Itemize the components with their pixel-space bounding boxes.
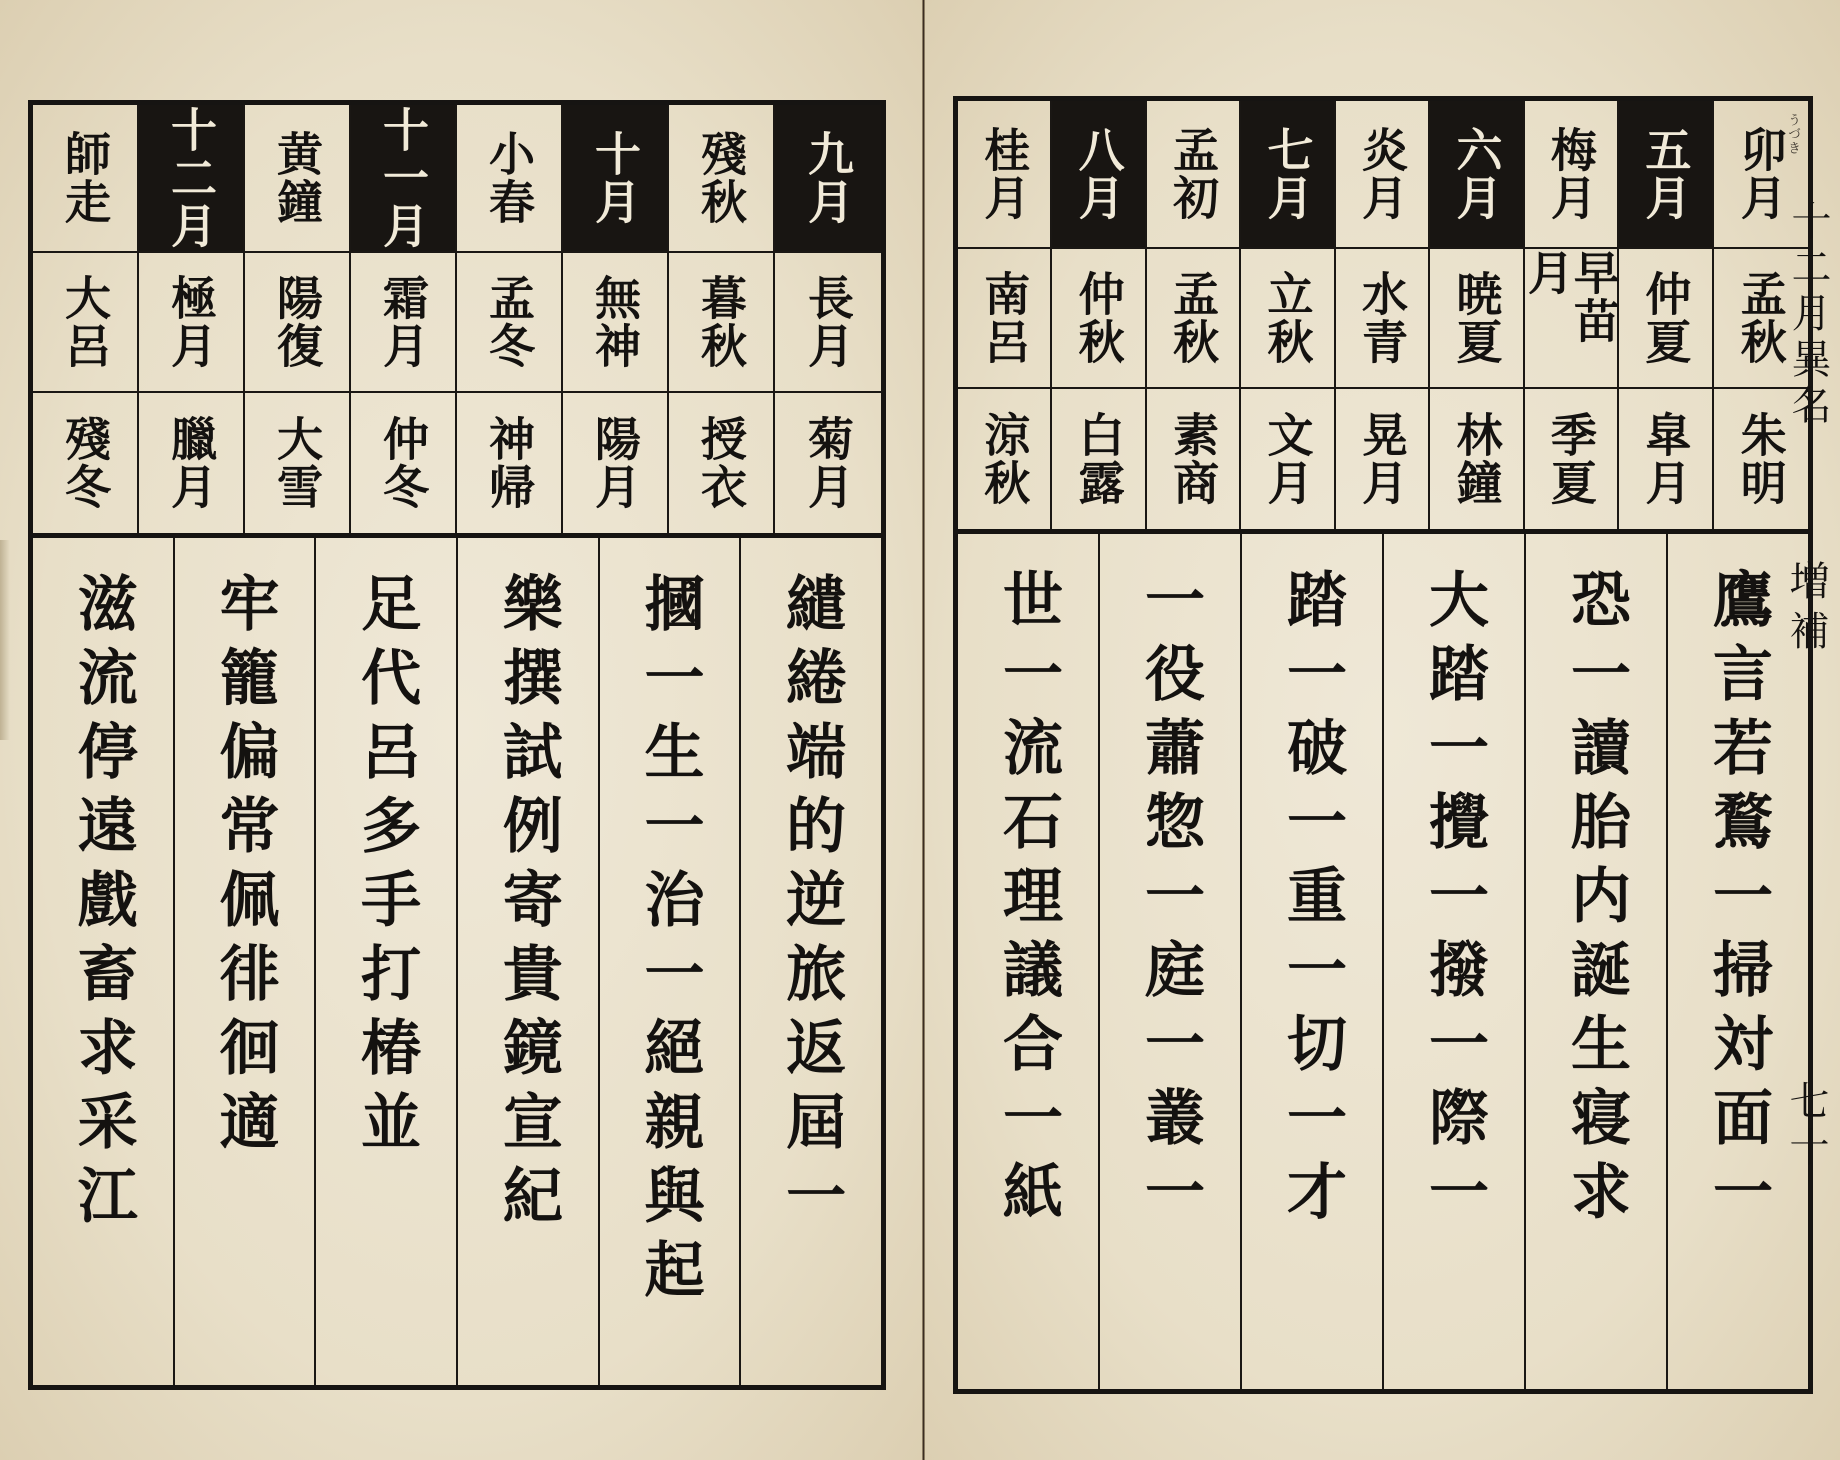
alt-name-cell <box>33 253 139 393</box>
month-cell <box>775 105 881 253</box>
kanji-label: 晃月 <box>1354 411 1409 507</box>
phrase-text: 世一流石理議合一紙 <box>993 568 1063 1234</box>
phrase-column <box>1382 534 1524 1389</box>
alt-name-cell <box>139 253 245 393</box>
kanji-label: 十二月 <box>164 106 218 250</box>
kanji-label: 涼秋 <box>977 411 1032 507</box>
side-label: 増補 <box>1783 560 1829 660</box>
left-phrase-columns <box>33 538 881 1385</box>
kanji-label: 神帰 <box>482 415 536 511</box>
kanji-label: 水青 <box>1354 270 1409 366</box>
kanji-label: 師走 <box>58 130 112 226</box>
phrase-column <box>33 538 173 1385</box>
kanji-label: 菊月 <box>801 415 855 511</box>
kanji-label: 林鐘 <box>1449 411 1504 507</box>
phrase-column <box>598 538 740 1385</box>
kanji-label: 授衣 <box>694 415 748 511</box>
running-head: 十二月異名 <box>1785 200 1831 430</box>
alt-name-cell <box>958 389 1052 529</box>
alt-name-cell <box>351 393 457 533</box>
kanji-label: 無神 <box>588 274 642 370</box>
alt-name-cell <box>1525 389 1619 529</box>
kanji-label: 仲冬 <box>376 415 430 511</box>
kanji-label: 早苗月 <box>1520 249 1621 345</box>
kanji-label: 孟秋 <box>1166 270 1221 366</box>
right-page <box>924 0 1840 1460</box>
kanji-label: 素商 <box>1166 411 1221 507</box>
kanji-label: 仲秋 <box>1071 270 1126 366</box>
kanji-label: 炎月 <box>1354 126 1409 222</box>
phrase-text: 恐一讀胎内誕生寝求 <box>1561 568 1631 1234</box>
kanji-label: 殘冬 <box>58 415 112 511</box>
kanji-label: 暮秋 <box>694 274 748 370</box>
kanji-label: 小春 <box>482 130 536 226</box>
month-cell <box>563 105 669 253</box>
month-cell <box>958 101 1052 249</box>
kanji-label: 八月 <box>1071 126 1126 222</box>
phrase-column <box>456 538 598 1385</box>
right-phrase-columns <box>958 534 1808 1389</box>
right-page-frame <box>953 96 1813 1394</box>
kanji-label: 十一月 <box>376 106 430 250</box>
phrase-text: 摑一生一治一絕親與起 <box>634 572 705 1312</box>
phrase-text: 滋流停遠戲畜求采江 <box>67 572 138 1238</box>
kanji-label: 九月 <box>801 130 855 226</box>
month-cell <box>669 105 775 253</box>
alt-name-cell <box>1430 389 1524 529</box>
kanji-label: 黄鐘 <box>270 130 324 226</box>
month-cell <box>33 105 139 253</box>
kanji-label: 仲夏 <box>1638 270 1693 366</box>
phrase-column <box>314 538 456 1385</box>
alt-name-cell <box>775 253 881 393</box>
kanji-label: 五月 <box>1638 126 1693 222</box>
alt-name-cell <box>1052 249 1146 389</box>
kanji-label: 立秋 <box>1260 270 1315 366</box>
month-cell <box>1052 101 1146 249</box>
phrase-text: 牢籠偏常佩徘徊適 <box>209 572 280 1164</box>
kanji-label: 皐月 <box>1638 411 1693 507</box>
right-month-name-table <box>958 101 1808 534</box>
alt-name-cell <box>1241 389 1335 529</box>
alt-name-cell <box>351 253 457 393</box>
kanji-label: 六月 <box>1449 126 1504 222</box>
phrase-column <box>1240 534 1382 1389</box>
kanji-label: 季夏 <box>1543 411 1598 507</box>
alt-name-cell <box>245 393 351 533</box>
month-cell <box>1430 101 1524 249</box>
alt-name-cell <box>1147 389 1241 529</box>
alt-name-cell <box>33 393 139 533</box>
kanji-label: 孟秋 <box>1733 270 1788 366</box>
kanji-label: 朱明 <box>1733 411 1788 507</box>
alt-name-cell <box>1336 249 1430 389</box>
month-cell <box>139 105 245 253</box>
kanji-label: 梅月 <box>1543 126 1598 222</box>
phrase-column <box>739 538 881 1385</box>
folio-number: 七十 <box>1783 1080 1829 1172</box>
phrase-column <box>958 534 1098 1389</box>
alt-name-cell <box>563 393 669 533</box>
alt-name-cell <box>457 393 563 533</box>
kanji-label: 大雪 <box>270 415 324 511</box>
kanji-label: 文月 <box>1260 411 1315 507</box>
kanji-label: 孟初 <box>1166 126 1221 222</box>
phrase-text: 樂撰試例寄貴鏡宣紀 <box>492 572 563 1238</box>
phrase-column <box>173 538 315 1385</box>
month-cell <box>1147 101 1241 249</box>
alt-name-cell <box>139 393 245 533</box>
phrase-text: 一役蕭惣一庭一叢一 <box>1135 568 1205 1234</box>
kanji-label: 霜月 <box>376 274 430 370</box>
alt-name-cell <box>1336 389 1430 529</box>
kanji-label: 南呂 <box>977 270 1032 366</box>
left-month-name-table <box>33 105 881 538</box>
phrase-column <box>1666 534 1808 1389</box>
month-cell <box>457 105 563 253</box>
alt-name-cell <box>563 253 669 393</box>
month-cell <box>1241 101 1335 249</box>
alt-name-cell <box>1430 249 1524 389</box>
month-cell <box>1525 101 1619 249</box>
kanji-label: 殘秋 <box>694 130 748 226</box>
alt-name-cell <box>1619 249 1713 389</box>
phrase-text: 足代呂多手打椿並 <box>351 572 422 1164</box>
kanji-label: 暁夏 <box>1449 270 1504 366</box>
alt-name-cell <box>457 253 563 393</box>
binding-shadow <box>0 540 10 740</box>
kanji-label: 大呂 <box>58 274 112 370</box>
month-cell <box>351 105 457 253</box>
kanji-label: 極月 <box>164 274 218 370</box>
alt-name-cell <box>958 249 1052 389</box>
kanji-label: 白露 <box>1071 411 1126 507</box>
alt-name-cell <box>245 253 351 393</box>
month-cell <box>1336 101 1430 249</box>
alt-name-cell <box>669 393 775 533</box>
phrase-column <box>1524 534 1666 1389</box>
alt-name-cell <box>1147 249 1241 389</box>
alt-name-cell <box>775 393 881 533</box>
kanji-label: 卯月 <box>1733 126 1788 222</box>
furigana-reading: うづき <box>1784 113 1800 155</box>
kanji-label: 陽復 <box>270 274 324 370</box>
alt-name-cell <box>1520 249 1621 389</box>
phrase-text: 鷹言若鶩一掃対面一 <box>1703 568 1773 1234</box>
phrase-text: 踏一破一重一切一才 <box>1277 568 1347 1234</box>
phrase-text: 繾綣端的逆旅返屆一 <box>776 572 847 1238</box>
kanji-label: 臘月 <box>164 415 218 511</box>
month-cell <box>1619 101 1713 249</box>
left-page-frame <box>28 100 886 1390</box>
phrase-text: 大踏一攪一撥一際一 <box>1419 568 1489 1234</box>
alt-name-cell <box>1052 389 1146 529</box>
alt-name-cell <box>1619 389 1713 529</box>
kanji-label: 陽月 <box>588 415 642 511</box>
alt-name-cell <box>1241 249 1335 389</box>
kanji-label: 桂月 <box>977 126 1032 222</box>
phrase-column <box>1098 534 1240 1389</box>
alt-name-cell <box>669 253 775 393</box>
kanji-label: 孟冬 <box>482 274 536 370</box>
kanji-label: 長月 <box>801 274 855 370</box>
month-cell <box>245 105 351 253</box>
kanji-label: 十月 <box>588 130 642 226</box>
kanji-label: 七月 <box>1260 126 1315 222</box>
